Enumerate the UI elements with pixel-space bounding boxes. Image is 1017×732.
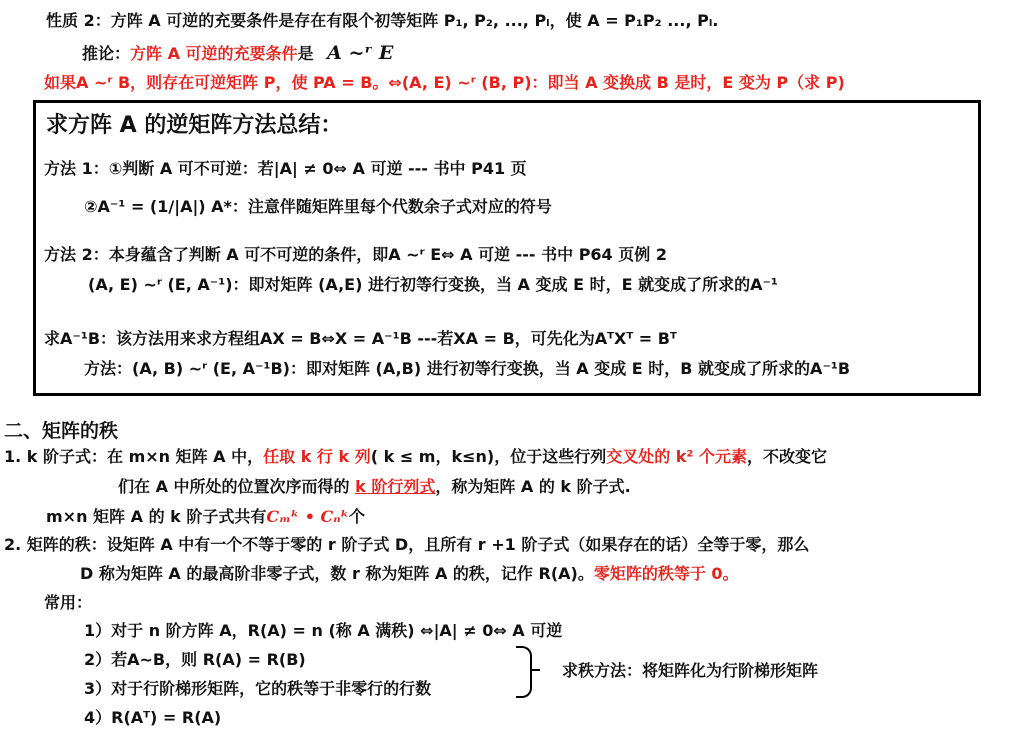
inverse-times-b-method: 方法：(A, B) ~ʳ (E, A⁻¹B)：即对矩阵 (A,B) 进行初等行变换，当 A 变成 E 时，B 就变成了所求的A⁻¹B <box>84 359 851 378</box>
property-2: 性质 2：方阵 A 可逆的充要条件是存在有限个初等矩阵 P₁, P₂, ..., Pₗ，使 A = P₁P₂ ..., Pₗ. <box>46 11 719 30</box>
k-minor-count <box>46 506 365 528</box>
method-2-line: 方法 2：本身蕴含了判断 A 可不可逆的条件，即A ~ʳ E⇔ A 可逆 --- 书中 P64 页例 2 <box>44 245 667 264</box>
corollary-tail: 是 <box>297 44 314 63</box>
k-minor-rows-cols: 任取 k 行 k 列 <box>263 447 371 466</box>
k-minor-definition-cont <box>118 476 631 498</box>
k-minor-determinant: k 阶行列式 <box>355 477 436 496</box>
zero-matrix-rank: 零矩阵的秩等于 0。 <box>593 564 739 583</box>
common-item-2: 2）若A~B，则 R(A) = R(B) <box>84 650 306 669</box>
corollary <box>82 42 393 65</box>
common-item-3: 3）对于行阶梯形矩阵，它的秩等于非零行的行数 <box>84 679 432 698</box>
corollary-formula: A ~ʳ E <box>327 42 394 64</box>
k-minor-cont-2: ，称为矩阵 A 的 k 阶子式. <box>435 477 631 496</box>
k-minor-cont-1: 们在 A 中所处的位置次序而得的 <box>118 477 356 496</box>
k-minor-elements: 交叉处的 k² 个元素 <box>606 447 748 466</box>
right-brace-tip <box>530 669 540 671</box>
box-title: 求方阵 A 的逆矩阵方法总结： <box>46 113 343 138</box>
corollary-highlight: 方阵 A 可逆的充要条件 <box>130 44 298 63</box>
k-minor-part-1: 1. k 阶子式：在 m×n 矩阵 A 中， <box>4 447 264 466</box>
section-heading: 二、矩阵的秩 <box>4 420 119 442</box>
corollary-label: 推论： <box>82 44 131 63</box>
k-minor-count-formula: Cₘᵏ • Cₙᵏ <box>266 507 349 526</box>
common-label: 常用： <box>44 593 93 612</box>
k-minor-part-3: ，不改变它 <box>747 447 828 466</box>
method-1-adjugate: ②A⁻¹ = (1/|A|) A*：注意伴随矩阵里每个代数余子式对应的符号 <box>84 197 552 216</box>
rank-definition-cont <box>80 563 739 585</box>
right-brace <box>516 646 532 698</box>
k-minor-count-unit: 个 <box>348 507 365 526</box>
common-item-1: 1）对于 n 阶方阵 A，R(A) = n (称 A 满秩) ⇔|A| ≠ 0⇔ A 可逆 <box>84 621 563 640</box>
common-item-4: 4）R(Aᵀ) = R(A) <box>84 708 222 727</box>
k-minor-definition <box>4 446 827 468</box>
method-1-line: 方法 1：①判断 A 可不可逆：若|A| ≠ 0⇔ A 可逆 --- 书中 P41 页 <box>44 159 527 178</box>
rank-definition-text: D 称为矩阵 A 的最高阶非零子式，数 r 称为矩阵 A 的秩，记作 R(A)。 <box>80 564 594 583</box>
equivalence-line: 如果A ~ʳ B，则存在可逆矩阵 P，使 PA = B。⇔(A, E) ~ʳ (B, P)：即当 A 变换成 B 是时，E 变为 P（求 P) <box>44 73 845 92</box>
k-minor-part-2: ( k ≤ m，k≤n)，位于这些行列 <box>370 447 607 466</box>
inverse-times-b-line: 求A⁻¹B：该方法用来求方程组AX = B⇔X = A⁻¹B ---若XA = B，可先化为AᵀXᵀ = Bᵀ <box>44 329 677 348</box>
rank-method-note: 求秩方法：将矩阵化为行阶梯形矩阵 <box>562 661 819 680</box>
k-minor-count-label: m×n 矩阵 A 的 k 阶子式共有 <box>46 507 267 526</box>
rank-definition: 2. 矩阵的秩：设矩阵 A 中有一个不等于零的 r 阶子式 D，且所有 r +1 阶子式（如果存在的话）全等于零，那么 <box>4 535 810 554</box>
method-2-transform: (A, E) ~ʳ (E, A⁻¹)：即对矩阵 (A,E) 进行初等行变换，当 A 变成 E 时，E 就变成了所求的A⁻¹ <box>88 275 778 294</box>
